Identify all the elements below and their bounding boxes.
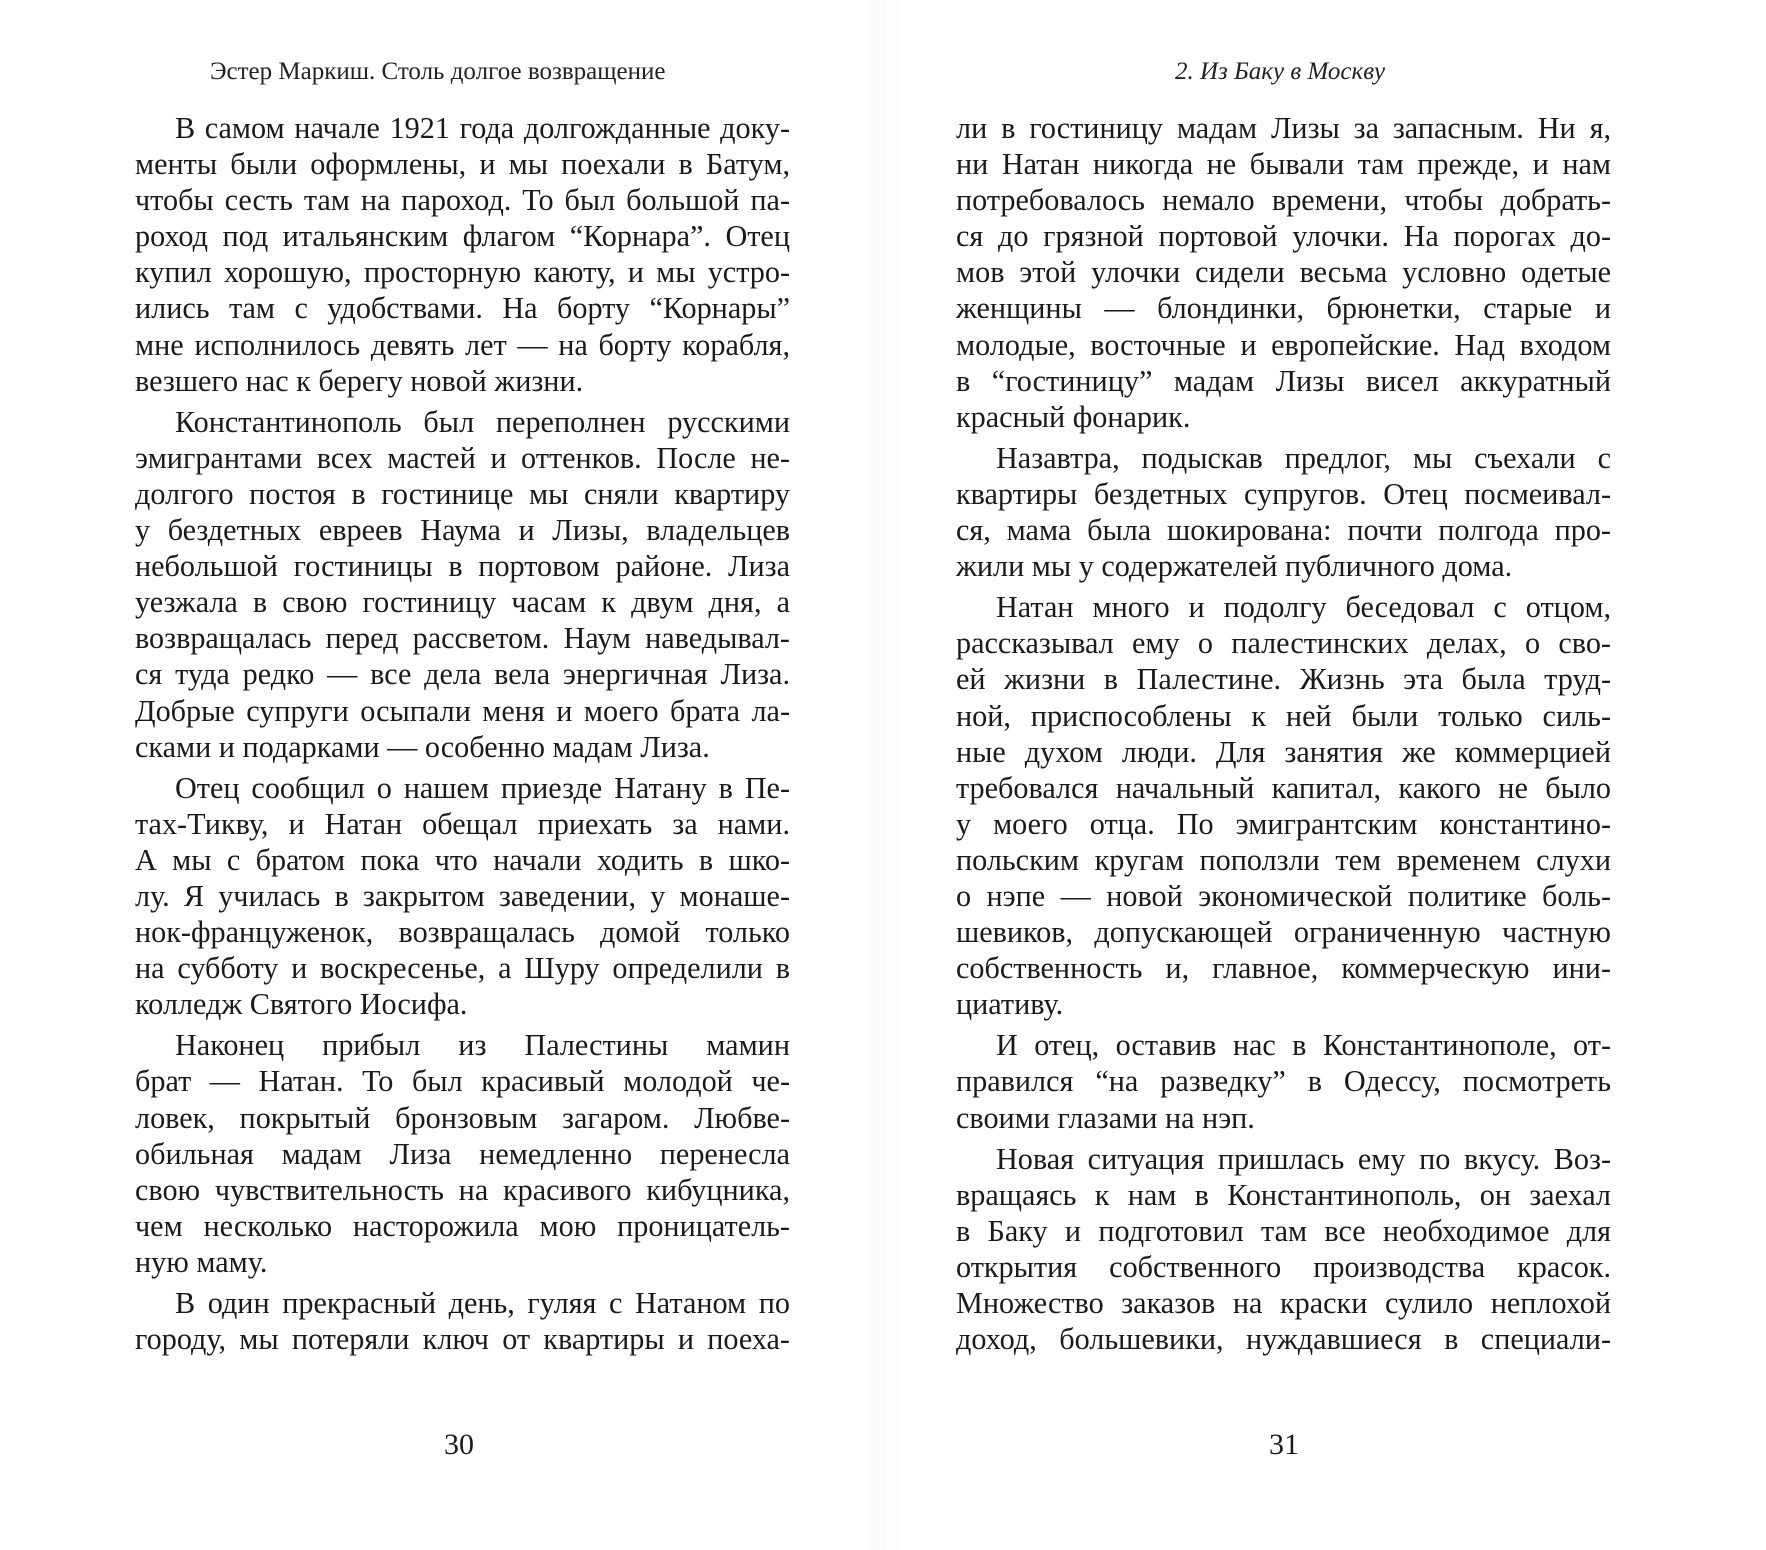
right-text-block <box>956 110 1611 1357</box>
text-line: ились там с удобствами. На борту “Корнары” <box>135 291 790 326</box>
text-line: женщины — блондинки, брюнетки, старые и <box>956 291 1611 326</box>
text-line: ни Натан никогда не бывали там прежде, и нам <box>956 147 1611 182</box>
text-line: городу, мы потеряли ключ от квартиры и поеха- <box>135 1322 790 1357</box>
text-line: эмигрантами всех мастей и оттенков. После не- <box>135 440 790 475</box>
text-line: жили мы у содержателей публичного дома. <box>956 549 1513 584</box>
text-line: И отец, оставив нас в Константинополе, от- <box>996 1028 1611 1063</box>
text-line: шевиков, допускающей ограниченную частную <box>956 915 1611 950</box>
text-line: возвращалась перед рассветом. Наум наведывал- <box>135 621 790 656</box>
text-line: ся до грязной портовой улочки. На порогах до- <box>956 219 1611 254</box>
text-line: Множество заказов на краски сулило неплохой <box>956 1286 1611 1320</box>
text-line: лу. Я училась в закрытом заведении, у монаше- <box>135 878 790 913</box>
text-line: обильная мадам Лиза немедленно перенесла <box>135 1136 790 1171</box>
text-line: колледж Святого Иосифа. <box>135 987 468 1022</box>
text-line: долгого постоя в гостинице мы сняли квартиру <box>135 476 790 511</box>
text-line: свою чувствительность на красивого кибуцника, <box>135 1172 790 1207</box>
text-line: вращаясь к нам в Константинополь, он заехал <box>956 1177 1611 1212</box>
text-line: купил хорошую, просторную каюту, и мы устро- <box>135 255 790 290</box>
text-line: Назавтра, подыскав предлог, мы съехали с <box>996 440 1611 475</box>
left-page-number: 30 <box>444 1428 474 1461</box>
text-line: Новая ситуация пришлась ему по вкусу. Воз- <box>996 1141 1611 1176</box>
text-line: тах-Тикву, и Натан обещал приехать за нами. <box>135 806 790 841</box>
text-line: Добрые супруги осыпали меня и моего брата ла- <box>135 693 790 728</box>
text-line: о нэпе — новой экономической политике боль- <box>956 878 1611 913</box>
text-line: Константинополь был переполнен русскими <box>175 404 790 439</box>
text-line: ся туда редко — все дела вела энергичная Лиза. <box>135 657 790 692</box>
text-line: циативу. <box>956 987 1064 1022</box>
text-line: Наконец прибыл из Палестины мамин <box>175 1028 790 1063</box>
text-line: В один прекрасный день, гуляя с Натаном по <box>175 1286 790 1320</box>
left-running-head: Эстер Маркиш. Столь долгое возвращение <box>210 58 666 85</box>
text-line: доход, большевики, нуждавшиеся в специали- <box>956 1322 1611 1357</box>
text-line: уезжала в свою гостиницу часам к двум дня, а <box>135 585 790 620</box>
text-line: ловек, покрытый бронзовым загаром. Любве- <box>135 1100 790 1135</box>
text-line: сками и подарками — особенно мадам Лиза. <box>135 729 710 764</box>
text-line: правился “на разведку” в Одессу, посмотреть <box>956 1064 1611 1099</box>
text-line: требовался начальный капитал, какого не было <box>956 770 1611 805</box>
text-line: своими глазами на нэп. <box>956 1100 1255 1135</box>
text-line: ся, мама была шокирована: почти полгода про- <box>956 513 1611 548</box>
text-line: открытия собственного производства красок. <box>956 1249 1611 1284</box>
text-line: нок-француженок, возвращалась домой только <box>135 915 790 950</box>
text-line: ные духом люди. Для занятия же коммерцией <box>956 734 1611 769</box>
text-line: В самом начале 1921 года долгожданные доку- <box>175 111 790 145</box>
text-line: потребовалось немало времени, чтобы добрать- <box>956 183 1611 218</box>
text-line: роход под итальянским флагом “Корнара”. Отец <box>135 219 790 254</box>
right-running-head: 2. Из Баку в Москву <box>1175 58 1386 85</box>
text-line: А мы с братом пока что начали ходить в шко- <box>135 842 790 877</box>
text-line: чтобы сесть там на пароход. То был большой па- <box>135 183 790 218</box>
text-line: в Баку и подготовил там все необходимое для <box>956 1213 1611 1248</box>
text-line: мне исполнилось девять лет — на борту корабля, <box>135 327 790 362</box>
text-line: Натан много и подолгу беседовал с отцом, <box>996 590 1611 625</box>
text-line: менты были оформлены, и мы поехали в Батум, <box>135 147 790 182</box>
text-line: красный фонарик. <box>956 399 1191 434</box>
text-line: у моего отца. По эмигрантским константино- <box>956 806 1611 841</box>
text-line: молодые, восточные и европейские. Над входом <box>956 327 1611 362</box>
text-line: небольшой гостиницы в портовом районе. Лиза <box>135 549 790 584</box>
text-line: в “гостиницу” мадам Лизы висел аккуратный <box>956 363 1611 398</box>
text-line: везшего нас к берегу новой жизни. <box>135 363 584 398</box>
text-line: чем несколько насторожила мою проницатель- <box>135 1208 790 1243</box>
right-page <box>883 0 1766 1550</box>
left-text-block <box>135 110 790 1357</box>
text-line: ной, приспособлены к ней были только силь- <box>956 698 1611 733</box>
text-line: брат — Натан. То был красивый молодой че- <box>135 1064 790 1099</box>
right-page-number: 31 <box>1269 1428 1299 1461</box>
text-line: собственность и, главное, коммерческую ини- <box>956 951 1611 986</box>
text-line: ей жизни в Палестине. Жизнь эта была труд- <box>956 662 1611 697</box>
text-line: рассказывал ему о палестинских делах, о сво- <box>956 626 1611 661</box>
text-line: квартиры бездетных супругов. Отец посмеивал- <box>956 476 1611 511</box>
text-line: мов этой улочки сидели весьма условно одетые <box>956 255 1611 290</box>
text-line: у бездетных евреев Наума и Лизы, владельцев <box>135 513 790 548</box>
text-line: ную маму. <box>135 1244 268 1279</box>
text-line: польским кругам поползли тем временем слухи <box>956 842 1611 877</box>
text-line: Отец сообщил о нашем приезде Натану в Пе- <box>175 770 790 805</box>
text-line: ли в гостиницу мадам Лизы за запасным. Ни я, <box>956 111 1611 145</box>
text-line: на субботу и воскресенье, а Шуру определили в <box>135 951 790 986</box>
